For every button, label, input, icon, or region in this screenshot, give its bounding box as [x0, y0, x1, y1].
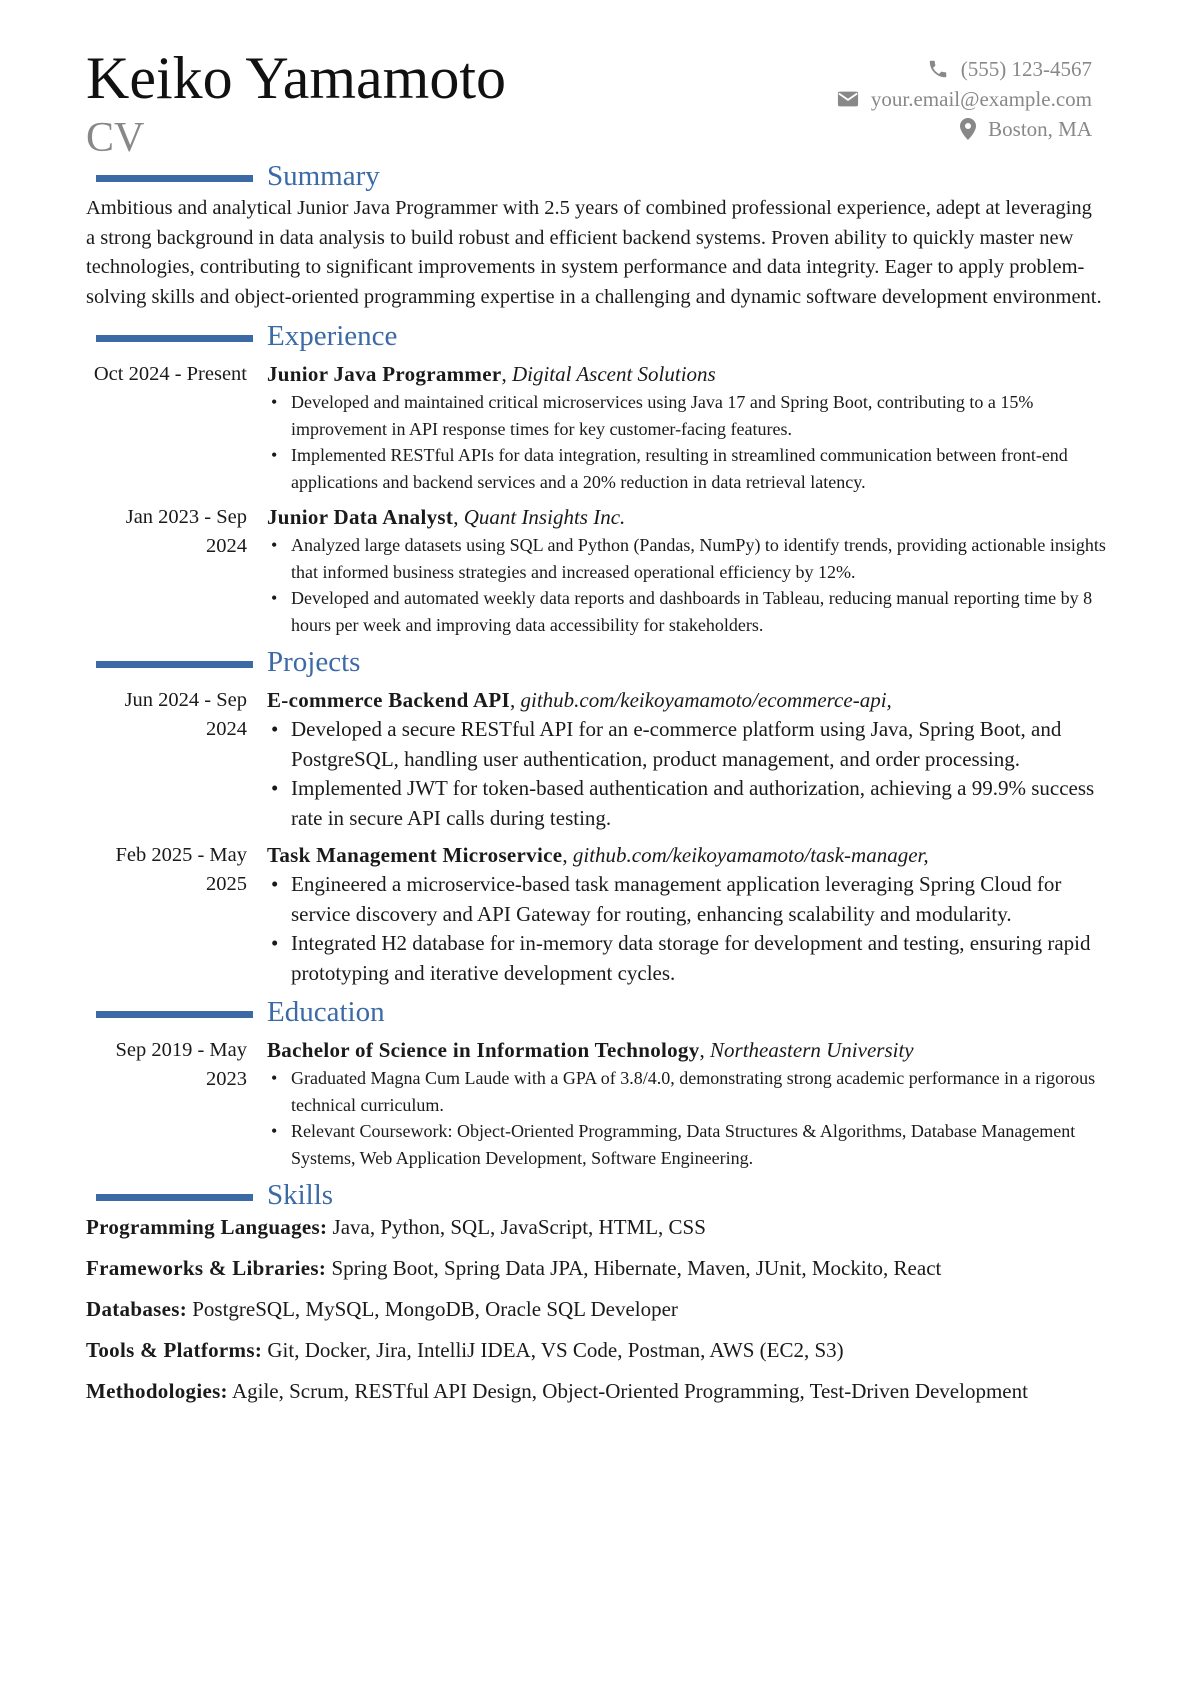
contact-location: [837, 114, 1092, 144]
phone-icon: [927, 58, 949, 80]
candidate-name: Keiko Yamamoto: [86, 45, 506, 111]
education-entry: [86, 1036, 1106, 1171]
entry-header: Task Management Microservice, github.com/keikoyamamoto/task-manager,: [267, 843, 929, 867]
summary-text: Ambitious and analytical Junior Java Programmer with 2.5 years of combined professional experience, adept at leveraging a strong background in data analysis to build robust and efficient backend systems. Proven ability to quickly master new technologies, contributing to significant improvements in system performance and data integrity. Eager to apply problem-solving skills and object-oriented programming expertise in a challenging and dynamic software development environment.: [86, 197, 1102, 308]
skill-label: Programming Languages:: [86, 1215, 328, 1239]
experience-entry: [86, 360, 1106, 495]
skill-value: Java, Python, SQL, JavaScript, HTML, CSS: [332, 1215, 706, 1239]
cv-header: [86, 40, 1106, 161]
entry-date: Sep 2019 - May 2023: [115, 1039, 247, 1090]
section-experience-heading: [86, 318, 1106, 354]
skill-label: Methodologies:: [86, 1379, 228, 1403]
cv-page: [86, 40, 1106, 1418]
skill-label: Tools & Platforms:: [86, 1338, 263, 1362]
project-name: Task Management Microservice: [267, 843, 563, 867]
entry-bullet: • Analyzed large datasets using SQL and Python (Pandas, NumPy) to identify trends, providing actionable insights that informed business strategies and increased operational efficiency by 12%.: [267, 532, 1106, 585]
entry-org: Quant Insights Inc.: [463, 505, 626, 529]
skill-row: [86, 1254, 1106, 1282]
project-entry: [86, 841, 1106, 988]
section-summary-heading: [86, 158, 1106, 194]
section-skills-heading: [86, 1177, 1106, 1213]
skill-value: Git, Docker, Jira, IntelliJ IDEA, VS Code, Postman, AWS (EC2, S3): [267, 1338, 844, 1362]
entry-bullet: • Developed and maintained critical microservices using Java 17 and Spring Boot, contributing to a 15% improvement in API response times for key customer-facing features.: [267, 389, 1106, 442]
section-title: Education: [267, 996, 385, 1028]
skill-row: [86, 1213, 1106, 1241]
project-link[interactable]: github.com/keikoyamamoto/task-manager,: [572, 843, 929, 867]
skill-value: Spring Boot, Spring Data JPA, Hibernate, Maven, JUnit, Mockito, React: [331, 1256, 942, 1280]
project-link[interactable]: github.com/keikoyamamoto/ecommerce-api,: [520, 688, 892, 712]
entry-bullet: • Relevant Coursework: Object-Oriented Programming, Data Structures & Algorithms, Database Management Systems, Web Application Development, Software Engineering.: [267, 1118, 1106, 1171]
entry-bullet: • Developed a secure RESTful API for an e-commerce platform using Java, Spring Boot, and PostgreSQL, handling user authentication, product management, and order processing.: [267, 715, 1106, 774]
skill-row: [86, 1295, 1106, 1323]
skill-value: Agile, Scrum, RESTful API Design, Object-Oriented Programming, Test-Driven Development: [231, 1379, 1028, 1403]
section-title: Skills: [267, 1179, 334, 1211]
entry-bullet: • Integrated H2 database for in-memory data storage for development and testing, ensuring rapid prototyping and iterative development cycles.: [267, 929, 1106, 988]
section-title: Projects: [267, 646, 361, 678]
contact-phone: [837, 54, 1092, 84]
section-rule: [96, 1194, 253, 1201]
contact-info: [837, 54, 1092, 144]
entry-date: Oct 2024 - Present: [93, 363, 247, 385]
section-rule: [96, 335, 253, 342]
section-title: Experience: [267, 320, 398, 352]
map-pin-icon: [960, 118, 976, 140]
entry-header: Junior Java Programmer, Digital Ascent Solutions: [267, 362, 716, 386]
document-subtitle: CV: [86, 115, 145, 161]
skill-label: Databases:: [86, 1297, 187, 1321]
skill-row: [86, 1377, 1106, 1405]
entry-role: Junior Data Analyst: [267, 505, 454, 529]
section-rule: [96, 175, 253, 182]
degree-name: Bachelor of Science in Information Technology: [267, 1038, 700, 1062]
location-text: Boston, MA: [988, 117, 1092, 141]
email-link[interactable]: your.email@example.com: [870, 87, 1092, 111]
skill-row: [86, 1336, 1106, 1364]
entry-bullet: • Implemented JWT for token-based authentication and authorization, achieving a 99.9% success rate in secure API calls during testing.: [267, 774, 1106, 833]
section-projects-heading: [86, 644, 1106, 680]
project-entry: [86, 686, 1106, 833]
skills-list: [86, 1213, 1106, 1405]
phone-text[interactable]: (555) 123-4567: [960, 57, 1092, 81]
contact-email: [837, 84, 1092, 114]
entry-date: Feb 2025 - May 2025: [115, 844, 247, 895]
project-name: E-commerce Backend API: [267, 688, 511, 712]
entry-org: Digital Ascent Solutions: [511, 362, 716, 386]
section-title: Summary: [267, 160, 380, 192]
experience-entry: [86, 503, 1106, 638]
entry-bullet: • Implemented RESTful APIs for data integration, resulting in streamlined communication between front-end applications and backend services and a 20% reduction in data retrieval latency.: [267, 442, 1106, 495]
entry-date: Jun 2024 - Sep 2024: [124, 689, 247, 740]
entry-bullet: • Developed and automated weekly data reports and dashboards in Tableau, reducing manual reporting time by 8 hours per week and improving data accessibility for stakeholders.: [267, 585, 1106, 638]
skill-label: Frameworks & Libraries:: [86, 1256, 327, 1280]
skill-value: PostgreSQL, MySQL, MongoDB, Oracle SQL Developer: [192, 1297, 678, 1321]
entry-role: Junior Java Programmer: [267, 362, 502, 386]
section-rule: [96, 661, 253, 668]
entry-header: Junior Data Analyst, Quant Insights Inc.: [267, 505, 626, 529]
entry-header: Bachelor of Science in Information Technology, Northeastern University: [267, 1038, 914, 1062]
entry-bullet: • Engineered a microservice-based task management application leveraging Spring Cloud for service discovery and API Gateway for routing, enhancing scalability and modularity.: [267, 870, 1106, 929]
institution-name: Northeastern University: [710, 1038, 914, 1062]
entry-date: Jan 2023 - Sep 2024: [125, 506, 247, 557]
section-rule: [96, 1011, 253, 1018]
envelope-icon: [837, 90, 859, 108]
entry-bullet: • Graduated Magna Cum Laude with a GPA of 3.8/4.0, demonstrating strong academic performance in a rigorous technical curriculum.: [267, 1065, 1106, 1118]
entry-header: E-commerce Backend API, github.com/keikoyamamoto/ecommerce-api,: [267, 688, 892, 712]
section-education-heading: [86, 994, 1106, 1030]
